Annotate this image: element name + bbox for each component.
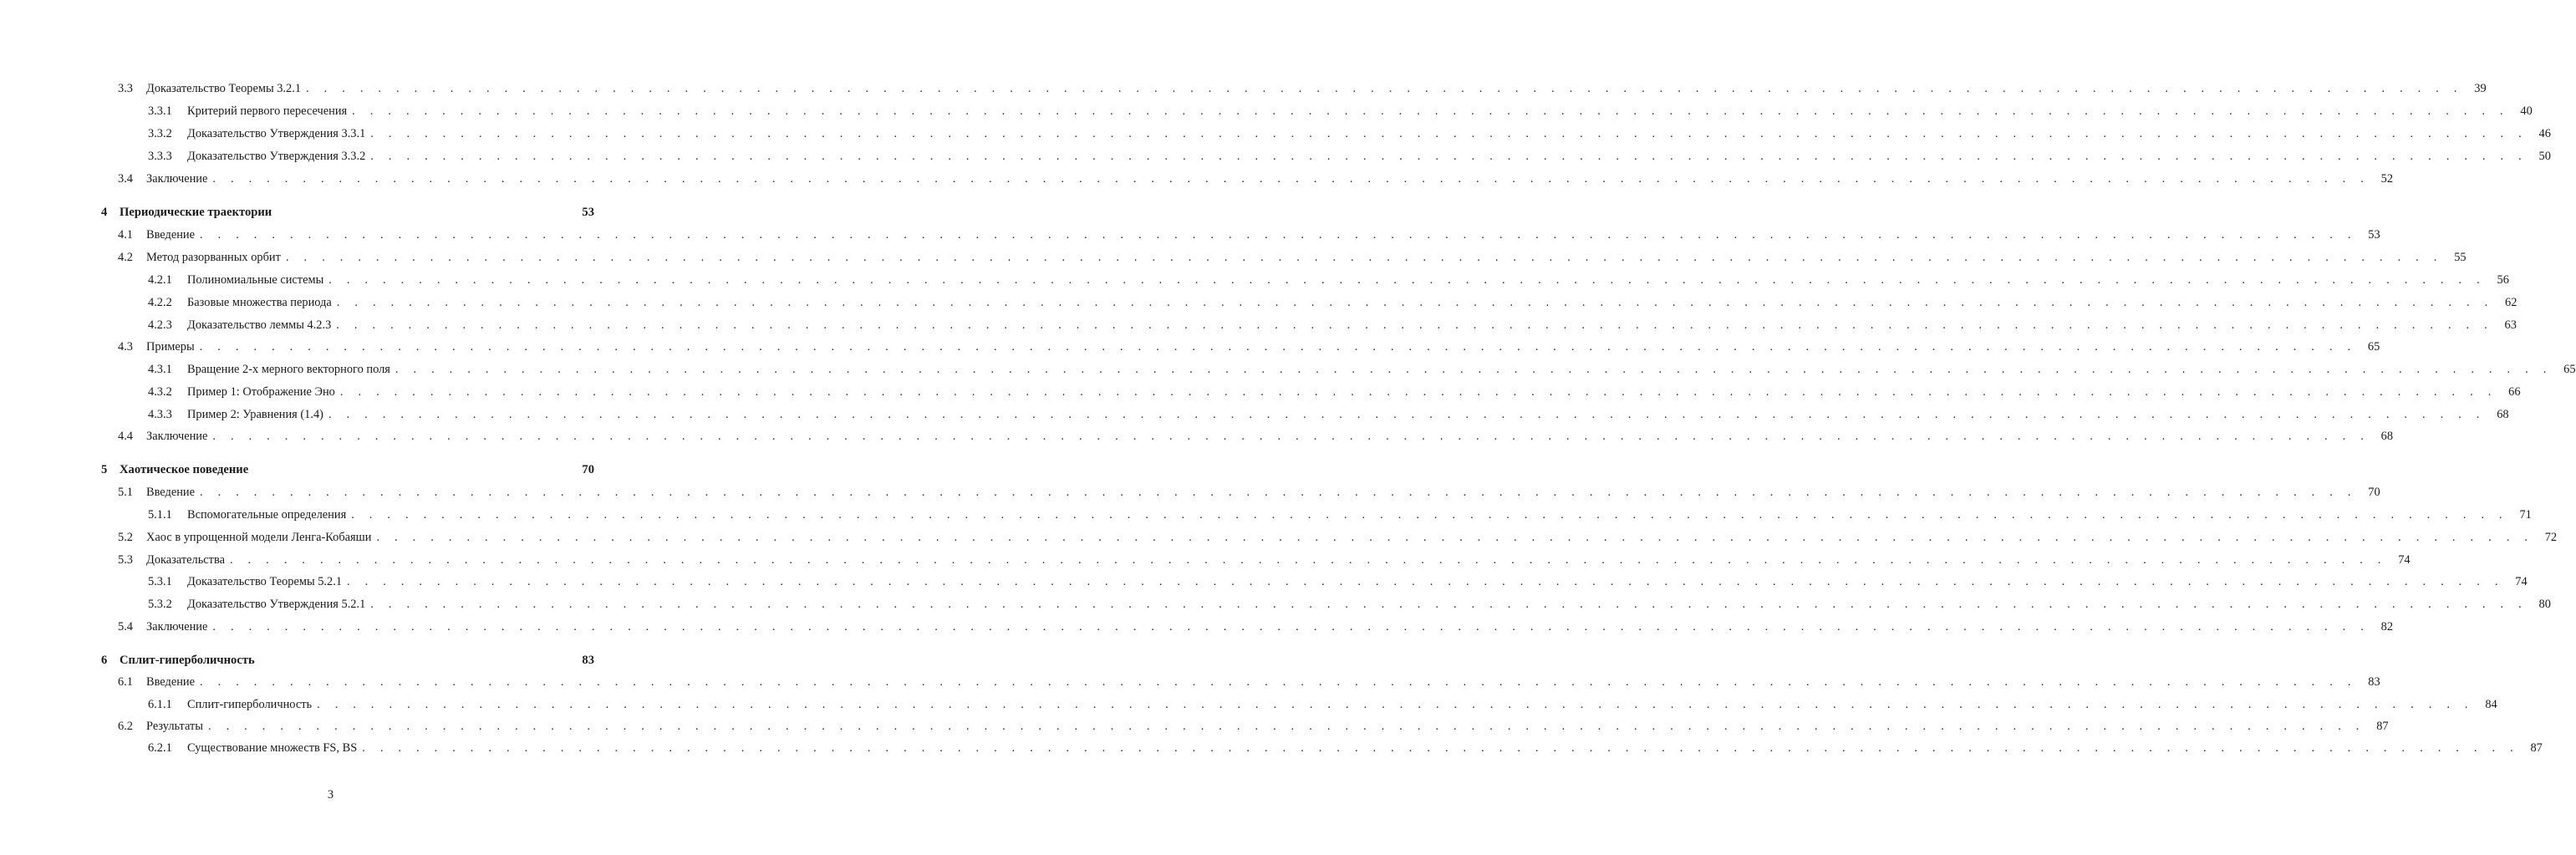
toc-entry-number: 4.3.1 [148,363,172,376]
dot-leader: . . . . . . . . . . . . . . . . . . . . . . . . . . . . . . . . . . . . . . . . . . . . . . . . . . . . . . . . . . . . . . . . . . . . . . . . . . . . . . . . . . . . . . . . . . . . . . . . . . . . . . . . . . . . . . . . . . . . . . . . [362,741,2519,755]
toc-entry-page: 46 [2538,127,2551,140]
toc-entry-number: 4.2 [118,251,133,264]
toc-entry-page: 68 [2497,408,2509,421]
toc-entry-page: 84 [2485,698,2497,711]
dot-leader: . . . . . . . . . . . . . . . . . . . . . . . . . . . . . . . . . . . . . . . . . . . . . . . . . . . . . . . . . . . . . . . . . . . . . . . . . . . . . . . . . . . . . . . . . . . . . . . . . . . . . . . . . . . . . . . . . . . . . . . . [351,508,2508,522]
toc-subsection [148,697,2497,712]
dot-leader: . . . . . . . . . . . . . . . . . . . . . . . . . . . . . . . . . . . . . . . . . . . . . . . . . . . . . . . . . . . . . . . . . . . . . . . . . . . . . . . . . . . . . . . . . . . . . . . . . . . . . . . . . . . . . . . . . . . . . . . . [370,150,2528,163]
toc-subsection [148,574,2528,589]
toc-entry-page: 52 [2380,172,2394,186]
toc-entry-number: 5.3.1 [148,575,172,588]
toc-section [118,674,2380,690]
toc-entry-number: 5.3 [118,553,133,567]
toc-entry-title: Существование множеств FS, BS [187,741,358,755]
dot-leader: . . . . . . . . . . . . . . . . . . . . . . . . . . . . . . . . . . . . . . . . . . . . . . . . . . . . . . . . . . . . . . . . . . . . . . . . . . . . . . . . . . . . . . . . . . . . . . . . . . . . . . . . . . . . . . . . . . . . . . . . [347,575,2504,588]
toc-section [118,552,2411,567]
toc-entry-title: Доказательства [146,553,225,567]
dot-leader: . . . . . . . . . . . . . . . . . . . . . . . . . . . . . . . . . . . . . . . . . . . . . . . . . . . . . . . . . . . . . . . . . . . . . . . . . . . . . . . . . . . . . . . . . . . . . . . . . . . . . . . . . . . . . . . . . . . . . . . . [395,363,2553,376]
dot-leader: . . . . . . . . . . . . . . . . . . . . . . . . . . . . . . . . . . . . . . . . . . . . . . . . . . . . . . . . . . . . . . . . . . . . . . . . . . . . . . . . . . . . . . . . . . . . . . . . . . . . . . . . . . . . . . . . . . . . . . . . [207,720,2365,733]
toc-entry-number: 5.4 [118,620,133,634]
toc-entry-title: Заключение [146,430,208,443]
toc-entry-page: 71 [2519,508,2532,522]
toc-entry-number: 4.3 [118,340,133,354]
dot-leader: . . . . . . . . . . . . . . . . . . . . . . . . . . . . . . . . . . . . . . . . . . . . . . . . . . . . . . . . . . . . . . . . . . . . . . . . . . . . . . . . . . . . . . . . . . . . . . . . . . . . . . . . . . . . . . . . . . . . . . . . [199,340,2357,354]
toc-entry-title: Доказательство Теоремы 3.2.1 [146,82,302,95]
toc-entry-number: 5.1 [118,486,133,499]
dot-leader: . . . . . . . . . . . . . . . . . . . . . . . . . . . . . . . . . . . . . . . . . . . . . . . . . . . . . . . . . . . . . . . . . . . . . . . . . . . . . . . . . . . . . . . . . . . . . . . . . . . . . . . . . . . . . . . . . . . . . . . . [285,251,2443,264]
toc-entry-page: 87 [2530,741,2543,755]
toc-subsection [148,149,2551,164]
toc-section [118,339,2380,354]
dot-leader: . . . . . . . . . . . . . . . . . . . . . . . . . . . . . . . . . . . . . . . . . . . . . . . . . . . . . . . . . . . . . . . . . . . . . . . . . . . . . . . . . . . . . . . . . . . . . . . . . . . . . . . . . . . . . . . . . . . . . . . . [317,698,2474,711]
toc-subsection [148,295,2517,310]
toc-entry-number: 5.2 [118,531,133,544]
dot-leader: . . . . . . . . . . . . . . . . . . . . . . . . . . . . . . . . . . . . . . . . . . . . . . . . . . . . . . . . . . . . . . . . . . . . . . . . . . . . . . . . . . . . . . . . . . . . . . . . . . . . . . . . . . . . . . . . . . . . . . . . [212,620,2370,634]
toc-entry-number: 6.1.1 [148,698,172,711]
toc-entry-title: Вращение 2-х мерного векторного поля [187,363,390,376]
toc-entry-title: Доказательство леммы 4.2.3 [187,318,332,332]
toc-entry-page: 63 [2504,318,2517,332]
toc-subsection [148,362,2576,377]
dot-leader: . . . . . . . . . . . . . . . . . . . . . . . . . . . . . . . . . . . . . . . . . . . . . . . . . . . . . . . . . . . . . . . . . . . . . . . . . . . . . . . . . . . . . . . . . . . . . . . . . . . . . . . . . . . . . . . . . . . . . . . . [200,675,2357,689]
toc-entry-title: Вспомогательные определения [187,508,347,522]
toc-subsection [148,126,2551,141]
toc-entry-title: Хаос в упрощенной модели Ленга-Кобаяши [146,531,372,544]
toc-entry-page: 72 [2544,531,2558,544]
toc-section [118,250,2467,265]
toc-entry-page: 87 [2376,720,2389,733]
toc-entry-number: 4.1 [118,228,133,242]
toc-entry-title: Критерий первого пересечения [187,104,348,118]
toc-entry-page: 83 [2368,675,2380,689]
toc-entry-page: 53 [582,206,594,219]
toc-entry-number: 3.3.3 [148,150,172,163]
toc-section [118,81,2487,96]
toc-entry-page: 62 [2505,296,2517,309]
toc-entry-number: 3.4 [118,172,133,186]
toc-section [118,530,2558,545]
toc-entry-title: Периодические траектории [120,206,272,219]
toc-entry-title: Результаты [146,720,203,733]
toc-subsection [148,507,2532,522]
toc-entry-page: 70 [582,463,594,476]
toc-entry-number: 5.3.2 [148,598,172,611]
toc-entry-title: Полиномиальные системы [187,273,324,287]
toc-entry-number: 5 [101,463,108,476]
toc-entry-page: 70 [2368,486,2380,499]
dot-leader: . . . . . . . . . . . . . . . . . . . . . . . . . . . . . . . . . . . . . . . . . . . . . . . . . . . . . . . . . . . . . . . . . . . . . . . . . . . . . . . . . . . . . . . . . . . . . . . . . . . . . . . . . . . . . . . . . . . . . . . . [229,553,2387,567]
toc-entry-page: 50 [2538,150,2551,163]
toc-entry-title: Базовые множества периода [187,296,332,309]
dot-leader: . . . . . . . . . . . . . . . . . . . . . . . . . . . . . . . . . . . . . . . . . . . . . . . . . . . . . . . . . . . . . . . . . . . . . . . . . . . . . . . . . . . . . . . . . . . . . . . . . . . . . . . . . . . . . . . . . . . . . . . . [328,273,2486,287]
dot-leader: . . . . . . . . . . . . . . . . . . . . . . . . . . . . . . . . . . . . . . . . . . . . . . . . . . . . . . . . . . . . . . . . . . . . . . . . . . . . . . . . . . . . . . . . . . . . . . . . . . . . . . . . . . . . . . . . . . . . . . . . [336,296,2494,309]
toc-entry-title: Сплит-гиперболичность [120,654,255,667]
toc-entry-number: 4.4 [118,430,133,443]
toc-entry-number: 6.1 [118,675,133,689]
toc-entry-title: Хаотическое поведение [120,463,249,476]
toc-section [118,619,2394,634]
dot-leader: . . . . . . . . . . . . . . . . . . . . . . . . . . . . . . . . . . . . . . . . . . . . . . . . . . . . . . . . . . . . . . . . . . . . . . . . . . . . . . . . . . . . . . . . . . . . . . . . . . . . . . . . . . . . . . . . . . . . . . . . [212,172,2370,186]
dot-leader: . . . . . . . . . . . . . . . . . . . . . . . . . . . . . . . . . . . . . . . . . . . . . . . . . . . . . . . . . . . . . . . . . . . . . . . . . . . . . . . . . . . . . . . . . . . . . . . . . . . . . . . . . . . . . . . . . . . . . . . . [212,430,2370,443]
toc-entry-page: 40 [2520,104,2533,118]
dot-leader: . . . . . . . . . . . . . . . . . . . . . . . . . . . . . . . . . . . . . . . . . . . . . . . . . . . . . . . . . . . . . . . . . . . . . . . . . . . . . . . . . . . . . . . . . . . . . . . . . . . . . . . . . . . . . . . . . . . . . . . . [306,82,2463,95]
toc-entry-title: Доказательство Утверждения 3.3.2 [187,150,366,163]
toc-subsection [148,384,2521,400]
toc-entry-title: Введение [146,486,196,499]
page-number: 3 [327,788,334,802]
toc-subsection [148,407,2509,422]
toc-entry-page: 53 [2368,228,2380,242]
toc-entry-number: 3.3.2 [148,127,172,140]
toc-entry-page: 39 [2474,82,2487,95]
toc-entry-number: 4.3.3 [148,408,172,421]
toc-chapter [101,653,594,668]
toc-subsection [148,597,2551,612]
toc-entry-title: Доказательство Теоремы 5.2.1 [187,575,343,588]
dot-leader: . . . . . . . . . . . . . . . . . . . . . . . . . . . . . . . . . . . . . . . . . . . . . . . . . . . . . . . . . . . . . . . . . . . . . . . . . . . . . . . . . . . . . . . . . . . . . . . . . . . . . . . . . . . . . . . . . . . . . . . . [370,127,2528,140]
toc-entry-page: 66 [2508,385,2521,399]
toc-entry-number: 4.3.2 [148,385,172,399]
toc-entry-number: 4 [101,206,108,219]
dot-leader: . . . . . . . . . . . . . . . . . . . . . . . . . . . . . . . . . . . . . . . . . . . . . . . . . . . . . . . . . . . . . . . . . . . . . . . . . . . . . . . . . . . . . . . . . . . . . . . . . . . . . . . . . . . . . . . . . . . . . . . . [376,531,2534,544]
toc-entry-title: Доказательство Утверждения 5.2.1 [187,598,366,611]
toc-entry-page: 83 [582,654,594,667]
toc-section [118,429,2394,444]
toc-entry-title: Примеры [146,340,195,354]
toc-section [118,719,2389,734]
toc-entry-page: 65 [2367,340,2380,354]
toc-entry-number: 5.1.1 [148,508,172,522]
dot-leader: . . . . . . . . . . . . . . . . . . . . . . . . . . . . . . . . . . . . . . . . . . . . . . . . . . . . . . . . . . . . . . . . . . . . . . . . . . . . . . . . . . . . . . . . . . . . . . . . . . . . . . . . . . . . . . . . . . . . . . . . [200,228,2357,242]
toc-entry-title: Пример 1: Отображение Эно [187,385,335,399]
dot-leader: . . . . . . . . . . . . . . . . . . . . . . . . . . . . . . . . . . . . . . . . . . . . . . . . . . . . . . . . . . . . . . . . . . . . . . . . . . . . . . . . . . . . . . . . . . . . . . . . . . . . . . . . . . . . . . . . . . . . . . . . [200,486,2357,499]
toc-entry-number: 3.3 [118,82,133,95]
dot-leader: . . . . . . . . . . . . . . . . . . . . . . . . . . . . . . . . . . . . . . . . . . . . . . . . . . . . . . . . . . . . . . . . . . . . . . . . . . . . . . . . . . . . . . . . . . . . . . . . . . . . . . . . . . . . . . . . . . . . . . . . [352,104,2509,118]
toc-subsection [148,104,2533,119]
toc-entry-title: Сплит-гиперболичность [187,698,313,711]
toc-chapter [101,205,594,220]
dot-leader: . . . . . . . . . . . . . . . . . . . . . . . . . . . . . . . . . . . . . . . . . . . . . . . . . . . . . . . . . . . . . . . . . . . . . . . . . . . . . . . . . . . . . . . . . . . . . . . . . . . . . . . . . . . . . . . . . . . . . . . . [339,385,2497,399]
toc-entry-page: 65 [2563,363,2576,376]
dot-leader: . . . . . . . . . . . . . . . . . . . . . . . . . . . . . . . . . . . . . . . . . . . . . . . . . . . . . . . . . . . . . . . . . . . . . . . . . . . . . . . . . . . . . . . . . . . . . . . . . . . . . . . . . . . . . . . . . . . . . . . . [328,408,2486,421]
toc-entry-page: 82 [2380,620,2394,634]
toc-chapter [101,462,594,477]
toc-entry-page: 55 [2454,251,2467,264]
toc-entry-title: Доказательство Утверждения 3.3.1 [187,127,366,140]
toc-entry-page: 74 [2515,575,2528,588]
dot-leader: . . . . . . . . . . . . . . . . . . . . . . . . . . . . . . . . . . . . . . . . . . . . . . . . . . . . . . . . . . . . . . . . . . . . . . . . . . . . . . . . . . . . . . . . . . . . . . . . . . . . . . . . . . . . . . . . . . . . . . . . [336,318,2493,332]
toc-entry-title: Заключение [146,620,208,634]
toc-subsection [148,740,2543,756]
toc-entry-number: 4.2.3 [148,318,172,332]
toc-entry-title: Заключение [146,172,208,186]
toc-entry-page: 68 [2380,430,2394,443]
toc-entry-page: 80 [2538,598,2551,611]
toc-entry-number: 6.2.1 [148,741,172,755]
toc-subsection [148,318,2517,333]
toc-entry-title: Метод разорванных орбит [146,251,281,264]
dot-leader: . . . . . . . . . . . . . . . . . . . . . . . . . . . . . . . . . . . . . . . . . . . . . . . . . . . . . . . . . . . . . . . . . . . . . . . . . . . . . . . . . . . . . . . . . . . . . . . . . . . . . . . . . . . . . . . . . . . . . . . . [370,598,2528,611]
toc-entry-title: Введение [146,228,196,242]
toc-entry-number: 6.2 [118,720,133,733]
toc-entry-title: Введение [146,675,196,689]
toc-entry-number: 3.3.1 [148,104,172,118]
toc-section [118,171,2394,186]
toc-entry-title: Пример 2: Уравнения (1.4) [187,408,323,421]
toc-section [118,485,2380,500]
toc-entry-number: 4.2.2 [148,296,172,309]
toc-entry-number: 4.2.1 [148,273,172,287]
toc-entry-page: 56 [2497,273,2509,287]
toc-subsection [148,272,2509,288]
toc-section [118,227,2380,242]
toc-entry-page: 74 [2398,553,2411,567]
toc-entry-number: 6 [101,654,108,667]
